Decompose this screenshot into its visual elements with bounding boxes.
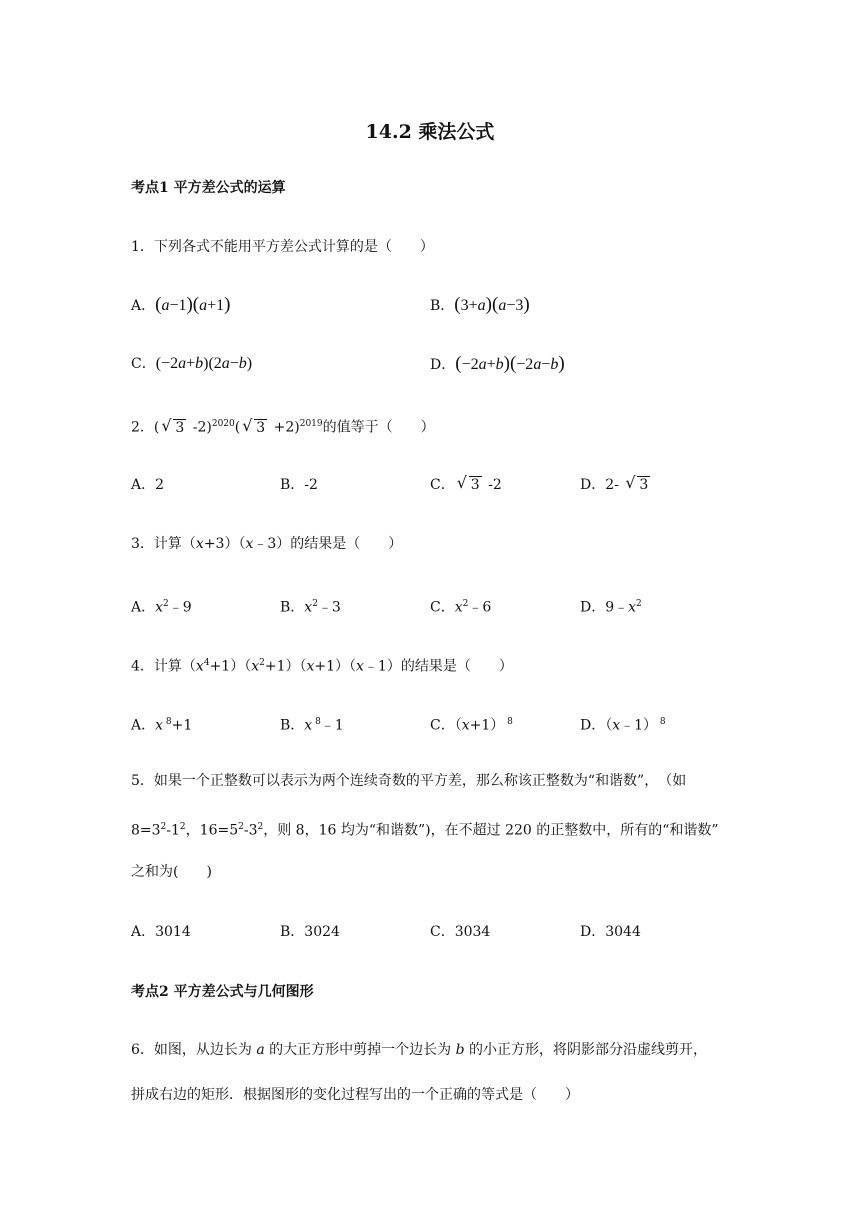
q3-option-b: B．$x^2﹣3$ — [280, 599, 341, 616]
question-5-line-2: $8=3^2-1^2$，$16=5^2-3^2$，则 8，16 均为“和谐数”)，在不超过 220 的正整数中，所有的“和谐数” — [131, 822, 719, 839]
q3-option-a: A．$x^2﹣9$ — [131, 599, 192, 616]
section-heading-1: 考点1 平方差公式的运算 — [131, 180, 286, 196]
q1-option-b: B．(3+a)(a−3) — [430, 294, 530, 315]
q4-option-c: C．（x+1） $^8$ — [430, 717, 513, 734]
q1-option-c: C．(−2a+b)(2a−b) — [131, 355, 253, 372]
q5-option-d: D．3044 — [580, 924, 641, 940]
q4-option-b: B．x $^8$﹣1 — [280, 717, 344, 734]
q4-option-d: D．（x﹣1） $^8$ — [580, 717, 666, 734]
section-heading-2: 考点2 平方差公式与几何图形 — [131, 984, 314, 1000]
question-3-stem: 3．计算（x+3）（x﹣3）的结果是（ ） — [131, 536, 403, 552]
question-6-line-2: 拼成右边的矩形．根据图形的变化过程写出的一个正确的等式是（ ） — [131, 1087, 579, 1103]
question-1-stem: 1．下列各式不能用平方差公式计算的是（ ） — [131, 239, 434, 255]
question-5-line-3: 之和为( ) — [131, 864, 212, 880]
q1-option-d: D．(−2a+b)(−2a−b) — [430, 353, 565, 374]
q3-option-d: D．$9﹣x^2$ — [580, 599, 642, 616]
q2-option-a: A．2 — [131, 477, 165, 493]
q2-option-d: D．2- √ 3 — [580, 475, 652, 495]
q4-option-a: A．x $^8$+1 — [131, 717, 193, 734]
q5-option-c: C．3034 — [430, 924, 491, 940]
question-6-line-1: 6．如图，从边长为 a 的大正方形中剪掉一个边长为 b 的小正方形，将阴影部分沿虚线剪开， — [131, 1042, 708, 1058]
question-5-line-1: 5．如果一个正整数可以表示为两个连续奇数的平方差，那么称该正整数为“和谐数”， （如 — [131, 773, 687, 789]
q5-option-b: B．3024 — [280, 924, 340, 940]
q2-option-b: B．-2 — [280, 477, 318, 493]
q3-option-c: C．$x^2﹣6$ — [430, 599, 492, 616]
q5-option-a: A．3014 — [131, 924, 191, 940]
page-title: 14.2 乘法公式 — [365, 121, 495, 143]
q2-option-c: C．√ 3 -2 — [430, 475, 502, 495]
question-4-stem: 4．计算$(x^4+1)(x^2+1)(x+1)(x﹣1)$的结果是（ ） — [131, 658, 513, 675]
question-2-stem: 2．(√ 3 -2)$^{2020}$(√ 3 +2)$^{2019}$的值等于（ ） — [131, 414, 435, 438]
q1-option-a: A．(a−1)(a+1) — [131, 294, 231, 315]
